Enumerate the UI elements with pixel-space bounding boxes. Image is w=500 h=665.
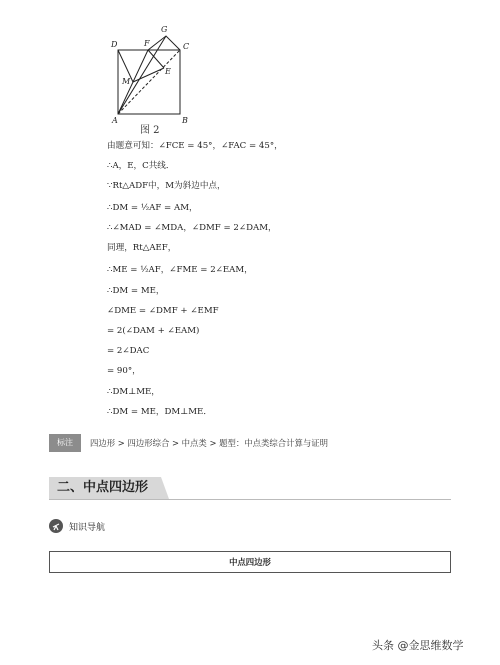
watermark: 头条 @金思维数学 [372, 639, 464, 652]
label-g: G [161, 25, 168, 34]
proof-line: ∠DME = ∠DMF + ∠EMF [107, 306, 219, 316]
proof-line: 同理，Rt△AEF， [107, 243, 177, 253]
section-divider [49, 499, 451, 500]
section-title: 二、中点四边形 [57, 480, 149, 495]
proof-line: ∴∠MAD = ∠MDA，∠DMF = 2∠DAM， [107, 223, 277, 233]
label-m: M [122, 77, 131, 86]
proof-line: = 2∠DAC [107, 346, 150, 356]
annotation-bar [49, 434, 451, 452]
proof-line: ∵Rt△ADF中，M为斜边中点， [107, 181, 226, 191]
figure-caption: 图 2 [140, 125, 160, 136]
label-e: E [165, 67, 171, 76]
knowledge-nav [49, 519, 105, 533]
proof-line: ∴A，E，C共线． [107, 161, 175, 171]
segment-ag [118, 36, 166, 114]
proof-line: = 90°， [107, 366, 141, 376]
proof-line: ∴DM = ME，DM⊥ME． [107, 407, 212, 417]
label-c: C [183, 42, 190, 51]
proof-line: = 2(∠DAM + ∠EAM) [107, 326, 200, 336]
label-d: D [111, 40, 118, 49]
telescope-icon [49, 519, 63, 533]
segment-me [133, 68, 164, 82]
annotation-label: 标注 [49, 434, 81, 452]
table-header: 中点四边形 [229, 557, 271, 567]
label-b: B [182, 116, 188, 125]
knowledge-nav-label: 知识导航 [69, 522, 106, 533]
proof-line: 由题意可知：∠FCE = 45°，∠FAC = 45°， [107, 141, 283, 151]
label-a: A [112, 116, 118, 125]
proof-line: ∴ME = ½AF，∠FME = 2∠EAM， [107, 265, 253, 275]
proof-line: ∴DM = ½AF = AM， [107, 203, 198, 213]
geometry-figure [108, 22, 204, 134]
summary-table [49, 551, 451, 573]
breadcrumb: 四边形 > 四边形综合 > 中点类 > 题型：中点类综合计算与证明 [90, 438, 329, 448]
triangle-fgc [148, 36, 180, 50]
proof-line: ∴DM⊥ME， [107, 387, 160, 397]
proof-line: ∴DM = ME， [107, 286, 165, 296]
label-f: F [144, 39, 150, 48]
